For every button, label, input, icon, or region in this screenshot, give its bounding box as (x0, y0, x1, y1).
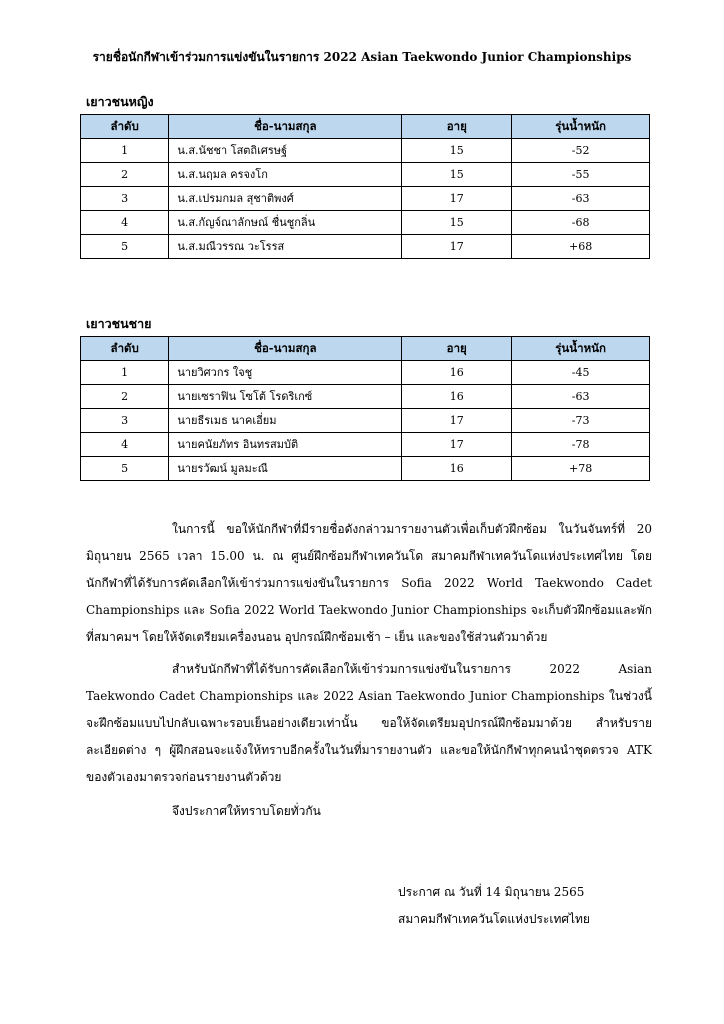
table-row (81, 187, 650, 211)
weight-cell: -73 (512, 409, 650, 433)
table-header-row (81, 337, 650, 361)
name-cell: นายคนัยภัทร อินทรสมบัติ (169, 433, 402, 457)
age-cell: 17 (402, 187, 512, 211)
header-order: ลำดับ (81, 337, 169, 361)
order-cell: 5 (81, 457, 169, 481)
signature-organization: สมาคมกีฬาเทควันโดแห่งประเทศไทย (398, 912, 590, 926)
order-cell: 3 (81, 187, 169, 211)
signature-date-line: ประกาศ ณ วันที่ 14 มิถุนายน 2565 (398, 885, 585, 899)
weight-cell: -45 (512, 361, 650, 385)
age-cell: 16 (402, 361, 512, 385)
announcement-closing-line: จึงประกาศให้ทราบโดยทั่วกัน (172, 804, 321, 818)
table-row (81, 163, 650, 187)
table-row (81, 385, 650, 409)
table-row (81, 139, 650, 163)
header-weight-class: รุ่นน้ำหนัก (512, 115, 650, 139)
weight-cell: -68 (512, 211, 650, 235)
header-age: อายุ (402, 115, 512, 139)
boys-section-heading: เยาวชนชาย (86, 316, 152, 331)
age-cell: 17 (402, 433, 512, 457)
age-cell: 15 (402, 211, 512, 235)
order-cell: 4 (81, 433, 169, 457)
header-name: ชื่อ-นามสกุล (169, 115, 402, 139)
table-row (81, 409, 650, 433)
age-cell: 17 (402, 235, 512, 259)
table-row (81, 457, 650, 481)
weight-cell: -78 (512, 433, 650, 457)
name-cell: น.ส.นัชชา โสตถิเศรษฐ์ (169, 139, 402, 163)
name-cell: น.ส.นฤมล ครจงโก (169, 163, 402, 187)
girls-roster-table (80, 114, 650, 259)
order-cell: 5 (81, 235, 169, 259)
order-cell: 1 (81, 139, 169, 163)
age-cell: 16 (402, 457, 512, 481)
order-cell: 2 (81, 385, 169, 409)
girls-section-heading: เยาวชนหญิง (86, 94, 154, 109)
header-age: อายุ (402, 337, 512, 361)
announcement-paragraph-reporting: ในการนี้ ขอให้นักกีฬาที่มีรายชื่อดังกล่าวมารายงานตัวเพื่อเก็บตัวฝึกซ้อม ในวันจันทร์ที่ 20 มิถุนายน 2565 เวลา 15.00 น. ณ ศูนย์ฝึกซ้อมกีฬาเทควันโด สมาคมกีฬาเทควันโดแห่งประเทศไทย โดยนักกีฬาที่ได้รับการคัดเลือกให้เข้าร่วมการแข่งขันในรายการ Sofia 2022 World Taekwondo Cadet Championships และ Sofia 2022 World Taekwondo Junior Championships จะเก็บตัวฝึกซ้อมและพักที่สมาคมฯ โดยให้จัดเตรียมเครื่องนอน อุปกรณ์ฝึกซ้อมเช้า – เย็น และของใช้ส่วนตัวมาด้วย (86, 522, 652, 644)
table-row (81, 361, 650, 385)
name-cell: นายธีรเมธ นาคเอี่ยม (169, 409, 402, 433)
header-weight-class: รุ่นน้ำหนัก (512, 337, 650, 361)
order-cell: 2 (81, 163, 169, 187)
weight-cell: -63 (512, 187, 650, 211)
weight-cell: -55 (512, 163, 650, 187)
name-cell: น.ส.กัญจ์ณาลักษณ์ ชื่นชูกลิ่น (169, 211, 402, 235)
age-cell: 15 (402, 139, 512, 163)
weight-cell: -52 (512, 139, 650, 163)
weight-cell: -63 (512, 385, 650, 409)
name-cell: น.ส.มณีวรรณ วะโรรส (169, 235, 402, 259)
order-cell: 1 (81, 361, 169, 385)
order-cell: 4 (81, 211, 169, 235)
table-row (81, 211, 650, 235)
weight-cell: +78 (512, 457, 650, 481)
table-row (81, 235, 650, 259)
name-cell: นายเซราฟิน โซโต้ โรดริเกซ์ (169, 385, 402, 409)
table-header-row (81, 115, 650, 139)
boys-roster-table (80, 336, 650, 481)
name-cell: น.ส.เปรมกมล สุชาติพงศ์ (169, 187, 402, 211)
header-order: ลำดับ (81, 115, 169, 139)
age-cell: 16 (402, 385, 512, 409)
age-cell: 15 (402, 163, 512, 187)
name-cell: นายรวัฒน์ มูลมะณี (169, 457, 402, 481)
table-row (81, 433, 650, 457)
name-cell: นายวิศวกร ใจชู (169, 361, 402, 385)
document-title: รายชื่อนักกีฬาเข้าร่วมการแข่งขันในรายการ 2022 Asian Taekwondo Junior Championships (92, 50, 632, 64)
order-cell: 3 (81, 409, 169, 433)
header-name: ชื่อ-นามสกุล (169, 337, 402, 361)
weight-cell: +68 (512, 235, 650, 259)
announcement-paragraph-training: สำหรับนักกีฬาที่ได้รับการคัดเลือกให้เข้าร่วมการแข่งขันในรายการ 2022 Asian Taekwondo Cadet Championships และ 2022 Asian Taekwondo Junior Championships ในช่วงนี้จะฝึกซ้อมแบบไปกลับเฉพาะรอบเย็นอย่างเดียวเท่านั้น ขอให้จัดเตรียมอุปกรณ์ฝึกซ้อมมาด้วย สำหรับรายละเอียดต่าง ๆ ผู้ฝึกสอนจะแจ้งให้ทราบอีกครั้งในวันที่มารายงานตัว และขอให้นักกีฬาทุกคนนำชุดตรวจ ATK ของตัวเองมาตรวจก่อนรายงานตัวด้วย (86, 662, 652, 784)
age-cell: 17 (402, 409, 512, 433)
